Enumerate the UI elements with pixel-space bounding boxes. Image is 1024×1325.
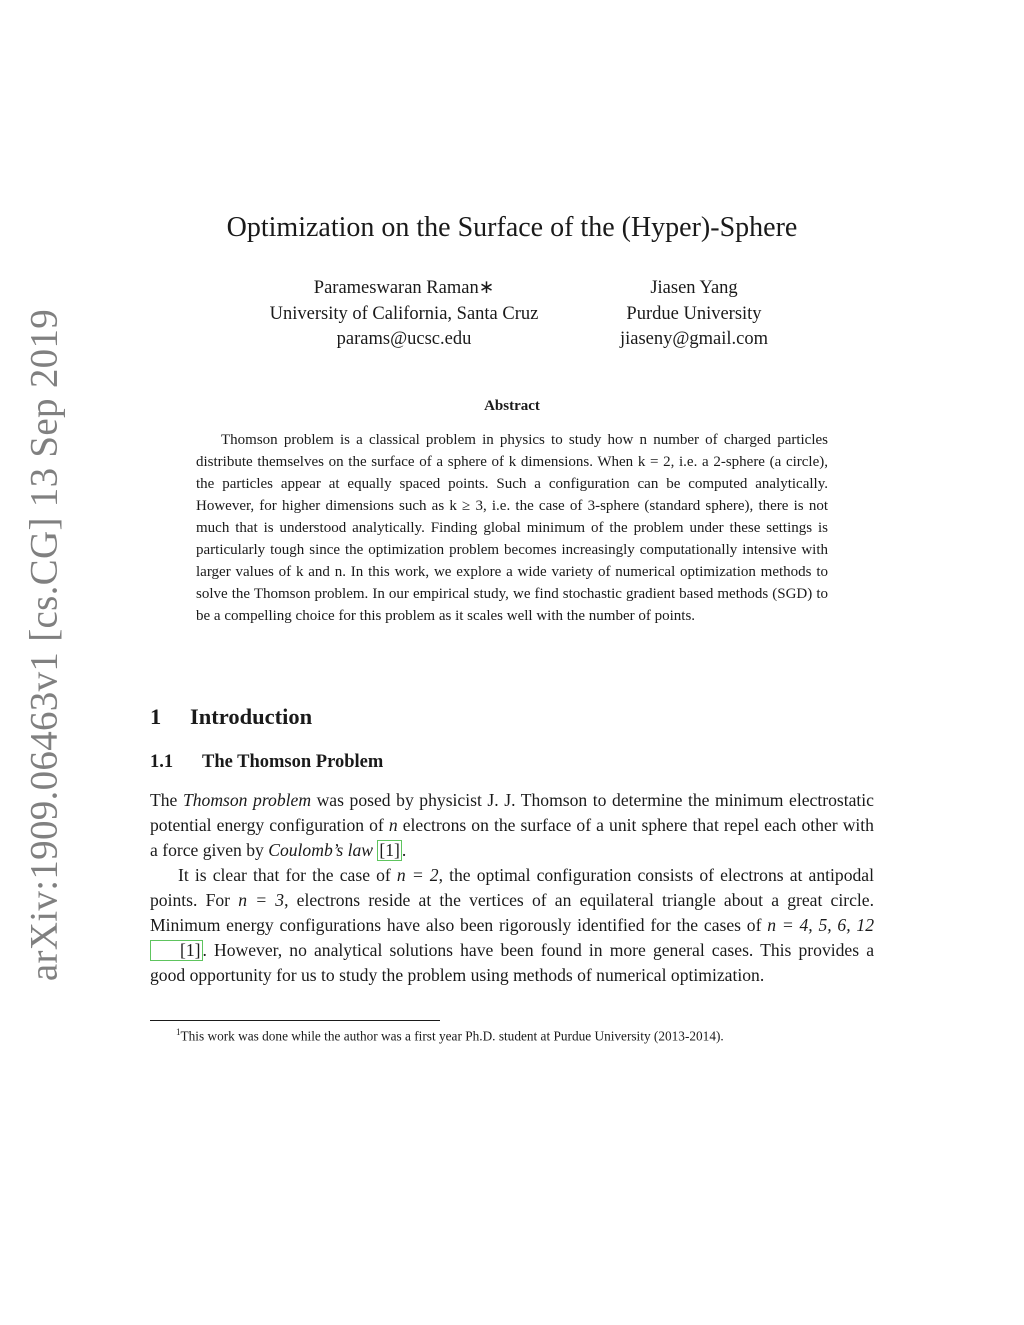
footnote — [176, 1023, 896, 1045]
body-paragraph-2: It is clear that for the case of n = 2, the optimal configuration consists of electrons at antipodal points. For n = 3, electrons reside at the vertices of an equilateral triangle about a great circle. Minimum energy configurations have also been rigorously identified for the cases of n = 4, 5, 6, 12 [1] . However, no analytical solutions have been found in more general cases. This provides a good opportunity for us to study the problem using methods of numerical optimization. — [150, 865, 875, 985]
author-email: params@ucsc.edu — [336, 329, 472, 349]
citation-link[interactable]: [1] — [379, 840, 400, 860]
math-expression: n = 3 — [238, 890, 285, 910]
term-thomson-problem: Thomson problem — [182, 790, 312, 810]
subsection-heading — [150, 752, 383, 773]
subsection-title: The Thomson Problem — [202, 752, 384, 772]
math-expression: n = 2 — [396, 865, 439, 885]
subsection-number: 1.1 — [150, 752, 174, 772]
arxiv-identifier-stamp: arXiv:1909.06463v1 [cs.CG] 13 Sep 2019 — [22, 308, 66, 982]
footnote-rule — [150, 1020, 440, 1021]
section-title: Introduction — [190, 704, 313, 729]
author-affiliation: Purdue University — [626, 303, 762, 324]
author-affiliation: University of California, Santa Cruz — [269, 303, 539, 324]
author-block-2 — [598, 276, 790, 353]
author-name: Parameswaran Raman∗ — [313, 278, 495, 298]
footnote-mark: 1 — [176, 1027, 181, 1037]
math-expression: n = 4, 5, 6, 12 — [767, 915, 875, 935]
abstract-text: Thomson problem is a classical problem in physics to study how n number of charged particles distribute themselves on the surface of a sphere of k dimensions. When k = 2, i.e. a 2-sphere (a circle), the particles appear at equally spaced points. Such a configuration can be computed analytically. However, for higher dimensions such as k ≥ 3, i.e. the case of 3-sphere (standard sphere), there is not much that is understood analytically. Finding global minimum of the problem under these settings is particularly tough since the optimization problem becomes increasingly computationally intensive with larger values of k and n. In this work, we explore a wide variety of numerical optimization methods to solve the Thomson problem. In our empirical study, we find stochastic gradient based methods (SGD) to be a compelling choice for this problem as it scales well with the number of points. — [196, 432, 828, 624]
author-email: jiaseny@gmail.com — [619, 329, 769, 349]
body-paragraph-1: The Thomson problem was posed by physicist J. J. Thomson to determine the minimum electrostatic potential energy configuration of n electrons on the surface of a unit sphere that repel each other with a force given by Coulomb’s law [1] . — [150, 790, 874, 860]
author-block-1 — [238, 276, 570, 353]
section-number: 1 — [150, 704, 162, 729]
section-heading — [150, 704, 312, 730]
author-name: Jiasen Yang — [650, 278, 738, 298]
math-variable: n — [388, 815, 398, 835]
citation-link[interactable]: [1] — [150, 940, 203, 961]
footnote-text: This work was done while the author was a first year Ph.D. student at Purdue University (2013-2014). — [180, 1028, 724, 1044]
abstract-heading: Abstract — [484, 398, 540, 414]
term-coulombs-law: Coulomb’s law — [268, 840, 373, 860]
paper-title: Optimization on the Surface of the (Hyper)-Sphere — [226, 212, 798, 243]
